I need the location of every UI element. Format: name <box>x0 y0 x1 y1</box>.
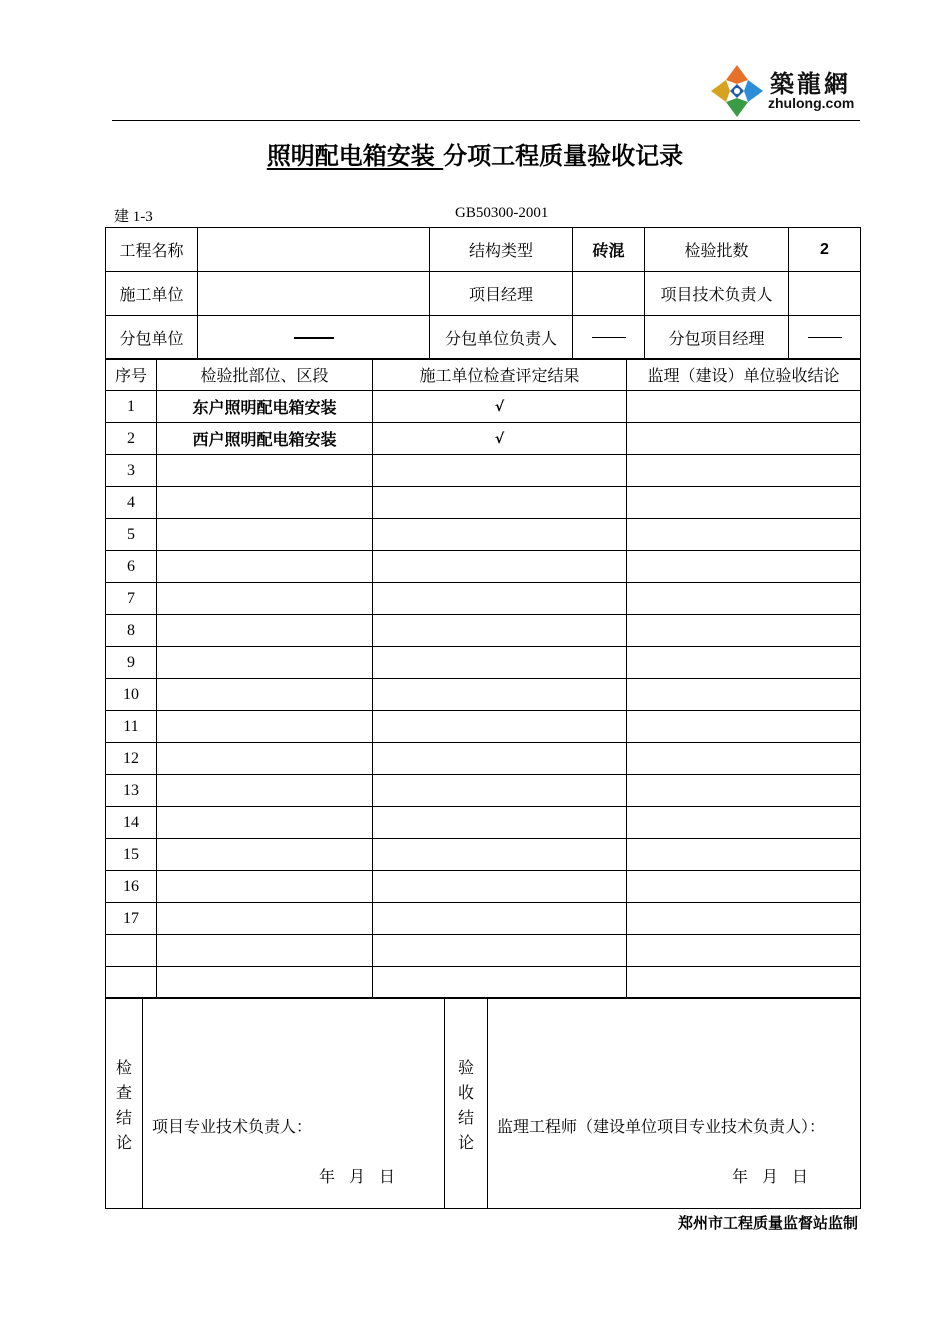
table-row <box>106 967 861 999</box>
table-row <box>106 903 861 935</box>
row-number: 5 <box>106 519 157 551</box>
row-location[interactable] <box>157 615 373 647</box>
row-number: 9 <box>106 647 157 679</box>
row-result[interactable] <box>373 935 627 967</box>
project-manager-label: 项目经理 <box>430 272 573 316</box>
standard-code: GB50300-2001 <box>455 205 549 221</box>
row-number: 15 <box>106 839 157 871</box>
row-conclusion[interactable] <box>627 711 861 743</box>
title-suffix: 分项工程质量验收记录 <box>443 142 684 170</box>
row-result[interactable] <box>373 615 627 647</box>
date-month: 月 <box>762 1169 781 1186</box>
subcontract-pm-field[interactable] <box>789 316 861 360</box>
row-result[interactable] <box>373 807 627 839</box>
row-result[interactable] <box>373 679 627 711</box>
row-location[interactable] <box>157 647 373 679</box>
construction-unit-label: 施工单位 <box>106 272 198 316</box>
accept-conclusion-field[interactable] <box>488 998 861 1209</box>
page-title <box>0 136 950 171</box>
tech-lead-field[interactable] <box>789 272 861 316</box>
table-row <box>106 647 861 679</box>
row-location[interactable] <box>157 519 373 551</box>
table-row <box>106 423 861 455</box>
accept-conclusion-label: 验收结论 <box>458 1060 475 1152</box>
table-row <box>106 583 861 615</box>
batch-count-field[interactable]: 2 <box>789 228 861 272</box>
issuer-footer: 郑州市工程质量监督站监制 <box>677 1214 858 1232</box>
pinwheel-logo-icon <box>708 62 766 120</box>
row-result[interactable] <box>373 583 627 615</box>
accept-date <box>732 1164 822 1187</box>
structure-type-field[interactable]: 砖混 <box>573 228 645 272</box>
row-conclusion[interactable] <box>627 647 861 679</box>
row-conclusion[interactable] <box>627 615 861 647</box>
row-location[interactable] <box>157 967 373 999</box>
subcontractor-head-label: 分包单位负责人 <box>430 316 573 360</box>
accept-signer-label: 监理工程师（建设单位项目专业技术负责人）： <box>497 1119 826 1136</box>
structure-type-label: 结构类型 <box>430 228 573 272</box>
row-conclusion[interactable] <box>627 807 861 839</box>
row-location[interactable] <box>157 871 373 903</box>
row-number: 17 <box>106 903 157 935</box>
subcontract-pm-label: 分包项目经理 <box>645 316 789 360</box>
table-body <box>106 391 861 999</box>
construction-unit-field[interactable] <box>198 272 430 316</box>
row-number: 6 <box>106 551 157 583</box>
date-day: 日 <box>379 1169 398 1186</box>
row-location[interactable] <box>157 679 373 711</box>
row-conclusion[interactable] <box>627 455 861 487</box>
project-manager-field[interactable] <box>573 272 645 316</box>
row-conclusion[interactable] <box>627 391 861 423</box>
row-conclusion[interactable] <box>627 903 861 935</box>
row-result[interactable] <box>373 455 627 487</box>
logo-name: 築龍網 <box>770 69 851 98</box>
row-location[interactable] <box>157 839 373 871</box>
subcontractor-label: 分包单位 <box>106 316 198 360</box>
row-number <box>106 967 157 999</box>
table-header-row <box>106 359 861 391</box>
accept-conclusion-label-cell <box>445 998 488 1209</box>
table-row <box>106 871 861 903</box>
row-number: 1 <box>106 391 157 423</box>
inspection-table <box>105 358 861 999</box>
check-signer-label: 项目专业技术负责人： <box>152 1119 313 1136</box>
table-row <box>106 935 861 967</box>
row-number: 12 <box>106 743 157 775</box>
row-location[interactable] <box>157 743 373 775</box>
zhulong-logo <box>708 62 864 120</box>
row-number: 16 <box>106 871 157 903</box>
row-result[interactable] <box>373 519 627 551</box>
project-name-label: 工程名称 <box>106 228 198 272</box>
title-project: 照明配电箱安装 <box>266 142 444 170</box>
row-number: 4 <box>106 487 157 519</box>
row-conclusion[interactable] <box>627 967 861 999</box>
table-row <box>106 455 861 487</box>
row-result[interactable] <box>373 775 627 807</box>
header-conclusion: 监理（建设）单位验收结论 <box>627 359 861 391</box>
row-result[interactable] <box>373 903 627 935</box>
row-conclusion[interactable] <box>627 551 861 583</box>
logo-domain: zhulong.com <box>768 95 855 111</box>
table-row <box>106 391 861 423</box>
empty-dash <box>808 337 842 338</box>
batch-count-label: 检验批数 <box>645 228 789 272</box>
row-location[interactable] <box>157 551 373 583</box>
row-conclusion[interactable] <box>627 839 861 871</box>
project-name-field[interactable] <box>198 228 430 272</box>
row-number: 14 <box>106 807 157 839</box>
table-row <box>106 615 861 647</box>
tech-lead-label: 项目技术负责人 <box>645 272 789 316</box>
row-conclusion[interactable] <box>627 519 861 551</box>
header-no: 序号 <box>106 359 157 391</box>
row-location[interactable] <box>157 455 373 487</box>
row-number: 13 <box>106 775 157 807</box>
row-result[interactable] <box>373 487 627 519</box>
row-conclusion[interactable] <box>627 743 861 775</box>
form-code: 建 1-3 <box>114 209 153 225</box>
row-location[interactable] <box>157 487 373 519</box>
row-number: 2 <box>106 423 157 455</box>
row-result[interactable] <box>373 967 627 999</box>
header-location: 检验批部位、区段 <box>157 359 373 391</box>
info-table <box>105 227 861 360</box>
row-location[interactable] <box>157 903 373 935</box>
table-row <box>106 775 861 807</box>
header-result: 施工单位检查评定结果 <box>373 359 627 391</box>
row-number: 8 <box>106 615 157 647</box>
date-year: 年 <box>319 1169 338 1186</box>
row-result[interactable] <box>373 551 627 583</box>
row-number: 7 <box>106 583 157 615</box>
table-row <box>106 487 861 519</box>
row-location[interactable] <box>157 583 373 615</box>
row-result[interactable]: √ <box>373 391 627 423</box>
subcontractor-field[interactable] <box>198 316 430 360</box>
table-row <box>106 551 861 583</box>
row-number: 11 <box>106 711 157 743</box>
table-row <box>106 679 861 711</box>
check-conclusion-label: 检查结论 <box>116 1060 133 1152</box>
row-result[interactable] <box>373 711 627 743</box>
row-conclusion[interactable] <box>627 935 861 967</box>
row-location[interactable] <box>157 807 373 839</box>
check-date <box>319 1164 409 1187</box>
row-result[interactable] <box>373 743 627 775</box>
row-conclusion[interactable] <box>627 423 861 455</box>
subcontractor-head-field[interactable] <box>573 316 645 360</box>
conclusion-table <box>105 997 861 1209</box>
row-conclusion[interactable] <box>627 871 861 903</box>
check-conclusion-field[interactable] <box>143 998 445 1209</box>
row-conclusion[interactable] <box>627 679 861 711</box>
row-location[interactable] <box>157 775 373 807</box>
table-row <box>106 839 861 871</box>
row-number: 10 <box>106 679 157 711</box>
table-row <box>106 519 861 551</box>
table-row <box>106 711 861 743</box>
check-conclusion-label-cell <box>106 998 143 1209</box>
empty-dash <box>294 337 334 339</box>
row-number <box>106 935 157 967</box>
row-result[interactable] <box>373 647 627 679</box>
row-result[interactable] <box>373 871 627 903</box>
row-location[interactable] <box>157 935 373 967</box>
row-result[interactable]: √ <box>373 423 627 455</box>
row-location[interactable]: 西户照明配电箱安装 <box>157 423 373 455</box>
row-conclusion[interactable] <box>627 583 861 615</box>
table-row <box>106 743 861 775</box>
row-conclusion[interactable] <box>627 775 861 807</box>
empty-dash <box>592 337 626 338</box>
row-location[interactable] <box>157 711 373 743</box>
date-month: 月 <box>349 1169 368 1186</box>
row-result[interactable] <box>373 839 627 871</box>
header-rule <box>112 120 860 121</box>
date-day: 日 <box>792 1169 811 1186</box>
date-year: 年 <box>732 1169 751 1186</box>
row-location[interactable]: 东户照明配电箱安装 <box>157 391 373 423</box>
row-conclusion[interactable] <box>627 487 861 519</box>
table-row <box>106 807 861 839</box>
row-number: 3 <box>106 455 157 487</box>
